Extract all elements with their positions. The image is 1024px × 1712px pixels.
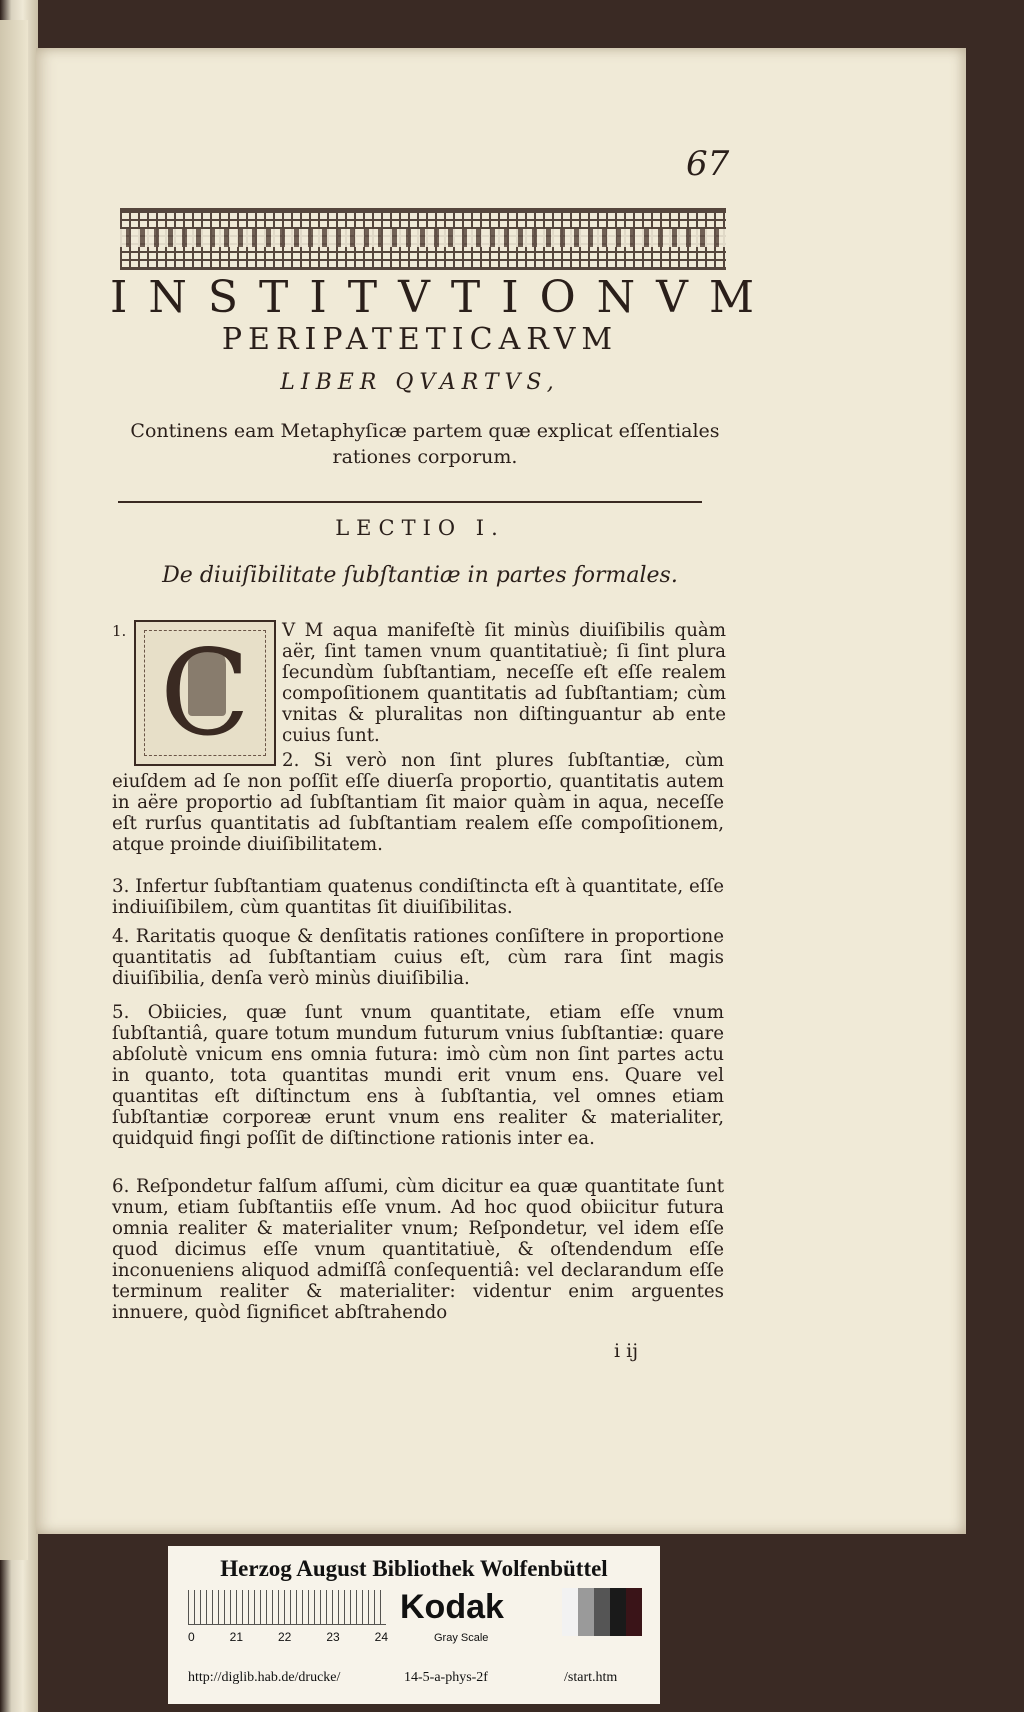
gray-scale-caption: Gray Scale [434, 1632, 489, 1644]
paragraph-2 [112, 750, 724, 855]
title-line-2: PERIPATETICARVM [221, 322, 619, 357]
ruler-tick-label: 21 [229, 1630, 244, 1644]
paragraph-3-text: 3. Infertur ſubſtantiam quatenus condiſtincta eſt à quantitate, eſſe indiuiſibilem, cùm quantitas ſit diuiſibilitas. [112, 876, 724, 918]
paragraph-3 [112, 876, 724, 918]
paragraph-4 [112, 926, 724, 989]
title-line-1: INSTITVTIONVM [110, 272, 776, 323]
paragraph-6 [112, 1176, 724, 1323]
lectio-heading: LECTIO I. [335, 516, 505, 540]
paragraph-1: V M aqua manifeſtè ſit minùs diuiſibilis quàm aër, ſint tamen vnum quantitatiuè; ſi ſint plura ſecundùm ſubſtantiam, neceſſe eſt eſſe realem compoſitionem quantitatis ad ſubſtantiam; cùm vnitas & pluralitas non diſtinguantur ab ente cuius ſunt. [282, 620, 726, 746]
gray-swatch [626, 1588, 642, 1636]
decorative-headband [120, 208, 726, 270]
ruler-scale [188, 1590, 386, 1625]
url-shelfmark: 14-5-a-phys-2f [404, 1670, 488, 1685]
ruler-tick-label: 22 [277, 1630, 292, 1644]
ruler-tick-label: 0 [188, 1630, 195, 1644]
signature-mark: i ij [614, 1340, 639, 1362]
gray-swatch [578, 1588, 594, 1636]
page-number: 67 [686, 144, 730, 184]
gray-scale-swatches [562, 1588, 642, 1636]
section-heading: De diuiſibilitate ſubſtantiæ in partes formales. [162, 563, 678, 588]
paragraph-5 [112, 1002, 724, 1149]
url-base: http://diglib.hab.de/drucke/ [188, 1670, 341, 1685]
paragraph-5-text: 5. Obiicies, quæ ſunt vnum quantitate, etiam eſſe vnum ſubſtantiâ, quare totum mundum futurum vnius ſubſtantiæ: quare abſolutè vnicum ens omnia futura: imò cùm non ſint partes actu in quanto, tota quantitas mundi erit vnum ens. Quare vel quantitas eſt diſtinctum ens à ſubſtantia, vel omnes etiam ſubſtantiæ corporeæ erunt vnum ens realiter & materialiter, quidquid fingi poſſit de diſtinctione rationis inter ea. [112, 1002, 724, 1149]
subtitle: Continens eam Metaphyſicæ partem quæ explicat eſſentiales rationes corporum. [130, 420, 720, 468]
paragraph-4-text: 4. Raritatis quoque & denſitatis rationes conſiſtere in proportione quantitatis ad ſubſtantiam cuius eſt, cùm rara ſint magis diuiſibilia, denſa verò minùs diuiſibilia. [112, 926, 724, 989]
library-name: Herzog August Bibliothek Wolfenbüttel [220, 1556, 608, 1581]
paragraph-2-text: 2. Si verò non ſint plures ſubſtantiæ, cùm eiuſdem ad ſe non poſſit eſſe diuerſa proportio, quantitatis autem in aëre proportio ad ſubſtantiam ſit maior quàm in aqua, neceſſe eſt rurſus quantitatis ad ſubſtantiam realem eſſe compoſitionem, atque proinde diuiſibilitatem. [112, 750, 724, 855]
gray-swatch [610, 1588, 626, 1636]
kodak-logo: Kodak [400, 1588, 504, 1626]
book-number-title: LIBER QVARTVS, [280, 370, 560, 395]
paragraph-6-text: 6. Reſpondetur falſum aſſumi, cùm dicitur ea quæ quantitate ſunt vnum, etiam ſubſtantiis eſſe vnum. Ad hoc quod obiicitur futura omnia realiter & materialiter vnum; Reſpondetur, vel idem eſſe quod dicimus eſſe vnum quantitatiuè, & oſtendendum eſſe inconueniens aliquod admiſſâ conſequentiâ: vel declarandum eſſe terminum realiter & materialiter: videntur enim arguentes innuere, quòd ſignificet abſtrahendo [112, 1176, 724, 1323]
initial-letter: C [159, 624, 251, 762]
margin-number: 1. [112, 622, 127, 640]
ruler-tick-label: 24 [374, 1630, 388, 1644]
ruler-numbers [188, 1630, 388, 1644]
gray-swatch [594, 1588, 610, 1636]
ruler-tick-label: 23 [326, 1630, 340, 1644]
divider-rule [118, 501, 702, 503]
url-suffix: /start.htm [564, 1670, 618, 1685]
library-color-target [168, 1546, 660, 1704]
historiated-initial [134, 620, 276, 766]
previous-page-edge [0, 20, 28, 1560]
gray-swatch [562, 1588, 578, 1636]
